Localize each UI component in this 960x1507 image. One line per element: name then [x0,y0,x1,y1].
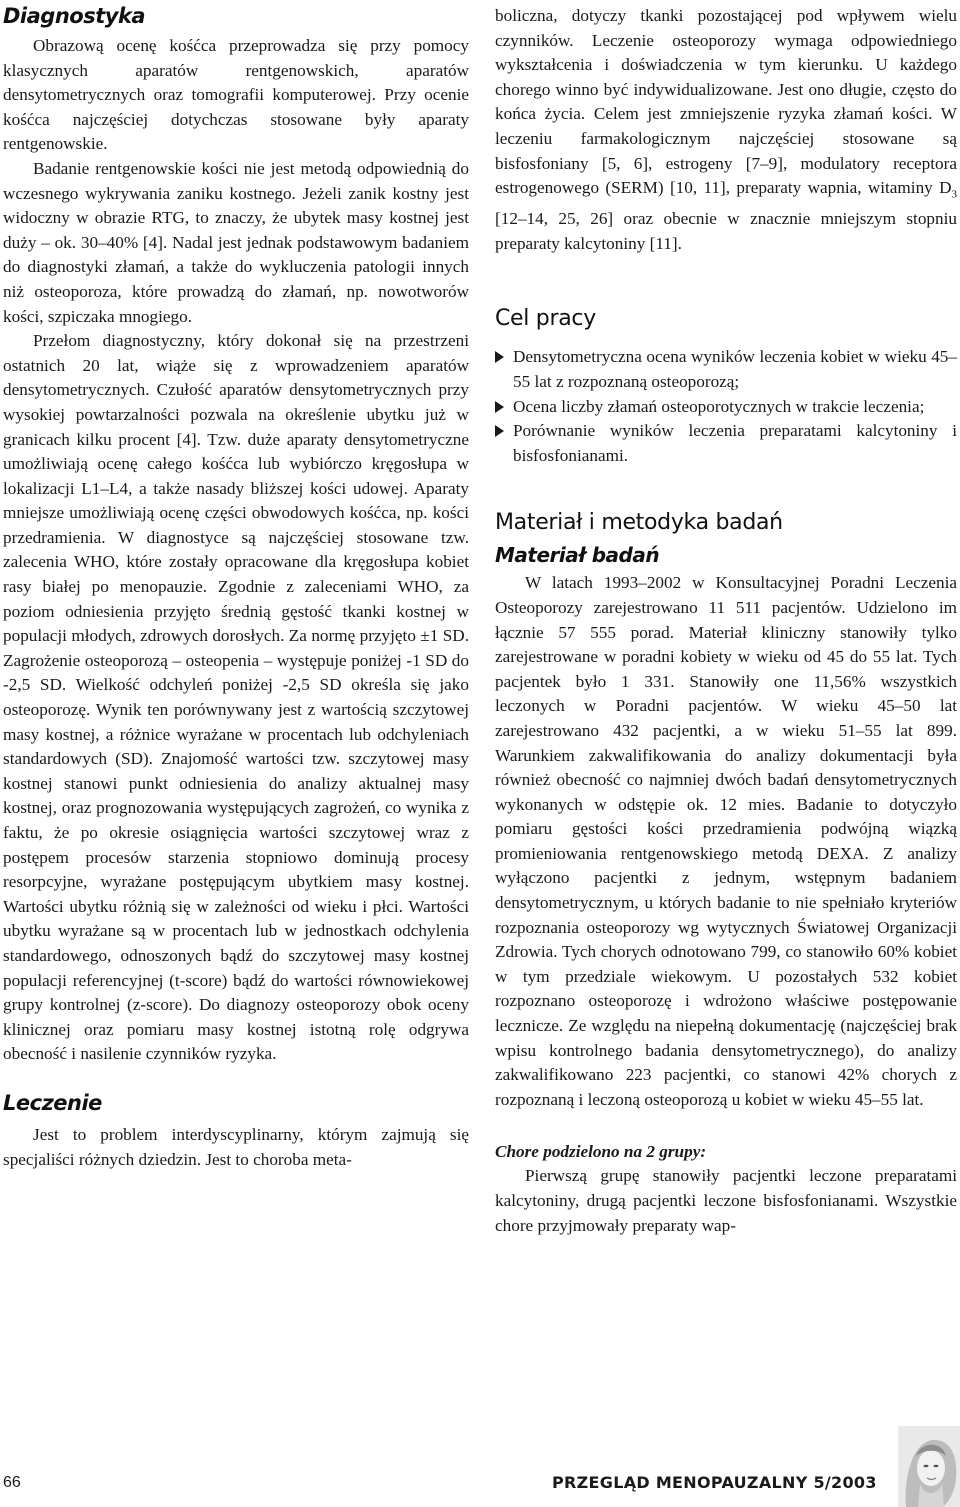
list-item [495,395,957,420]
section-heading-diagnostyka: Diagnostyka [3,4,146,28]
paragraph-leczenie-continued-text-a: boliczna, dotyczy tkanki pozostającej pod wpływem wielu czynników. Leczenie osteoporozy wymaga odpowiedniego wykształcenia i doświadczenia w tym kierunku. U każdego chorego winno być indywidualizowane. Jest ono długie, często do końca życia. Celem jest zmniejszenie ryzyka złamań kości. W leczeniu farmakologicznym najczęściej stosowane są bisfosfoniany [5, 6], estrogeny [7–9], modulatory receptora estrogenowego (SERM) [10, 11], preparaty wapnia, witaminy D [495,6,957,198]
left-column [3,4,469,1172]
subsection-heading-material-badan: Materiał badań [495,543,660,568]
paragraph-material-badan: W latach 1993–2002 w Konsultacyjnej Poradni Leczenia Osteoporozy zarejestrowano 11 511 pacjentów. Udzielono im łącznie 57 555 porad. Materiał kliniczny stanowiły tylko zarejestrowane w poradni kobiety w wieku od 45 do 55 lat. Tych pacjentek było 1 331. Stanowiły one 11,56% wszystkich leczonych w Poradni pacjentów. W wieku 45–50 lat zarejestrowano 432 pacjentki, a w wieku 51–55 lat 899. Warunkiem zakwalifikowania do analizy dokumentacji była również obecność co najmniej dwóch badań densytometrycznych wykonanych w odstępie ok. 12 mies. Badanie to dotyczyło pomiaru gęstości kości przedramienia podwójną wiązką promieniowania rentgenowskiego metodą DEXA. Z analizy wyłączono pacjentki z jednym, wstępnym badaniem densytometrycznym, u których badanie to nie spełniało kryteriów rozpoznania osteoporozy wg wytycznych Światowej Organizacji Zdrowia. Tych chorych odnotowano 799, co stanowiło 60% kobiet w tym przedziale wiekowym. U pozostałych 532 kobiet rozpoznano osteoporozę i wdrożono właściwe postępowanie lecznicze. Ze względu na niepełną dokumentację (najczęściej brak wpisu kontrolnego badania densytometrycznego), do analizy zakwalifikowano 223 pacjentki, co stanowi 42% chorych z rozpoznaną i leczoną osteoporozą u kobiet w wieku 45–55 lat. [495,573,957,1109]
goal-item-text: Densytometryczna ocena wyników leczenia kobiet w wieku 45–55 lat z rozpoznaną osteoporozą; [513,347,957,391]
triangle-bullet-icon [495,425,504,437]
section-heading-material-i-metodyka: Materiał i metodyka badań [495,510,783,536]
triangle-bullet-icon [495,351,504,363]
triangle-bullet-icon [495,401,504,413]
portrait-illustration [898,1426,960,1507]
paragraph-diagnostyka-1: Obrazową ocenę kośćca przeprowadza się przy pomocy klasycznych aparatów rentgenowskich, aparatów densytometrycznych oraz tomografii komputerowej. Przy ocenie kośćca najczęściej dotychczas stosowane były aparaty rentgenowskie. [3,36,469,154]
page-number: 66 [3,1474,21,1491]
portrait-photo [898,1426,960,1507]
paragraph-groups: Pierwszą grupę stanowiły pacjentki leczone preparatami kalcytoniny, drugą pacjentki leczone bisfosfonianami. Wszystkie chore przyjmowały preparaty wap- [495,1166,957,1235]
goals-list [495,345,957,468]
paragraph-leczenie-1: Jest to problem interdyscyplinarny, którym zajmują się specjaliści różnych dziedzin. Jest to choroba meta- [3,1124,469,1169]
goal-item-text: Porównanie wyników leczenia preparatami kalcytoniny i bisfosfonianami. [513,421,957,465]
right-column [495,4,957,1238]
section-heading-leczenie: Leczenie [3,1090,102,1115]
journal-title: PRZEGLĄD MENOPAUZALNY 5/2003 [552,1473,877,1492]
paragraph-diagnostyka-2: Badanie rentgenowskie kości nie jest metodą odpowiednią do wczesnego wykrywania zaniku kostnego. Jeżeli zanik kostny jest widoczny w obrazie RTG, to znaczy, że ubytek masy kostnej jest duży – ok. 30–40% [4]. Nadal jest jednak podstawowym badaniem do diagnostyki złamań, a także do wykluczenia patologii innych niż osteoporoza, które prowadzą do złamań, np. nowotworów kości, szpiczaka mnogiego. [3,158,469,326]
list-item [495,419,957,468]
vitamin-d-subscript: 3 [951,188,957,201]
section-heading-cel-pracy: Cel pracy [495,306,596,332]
goal-item-text: Ocena liczby złamań osteoporotycznych w trakcie leczenia; [513,396,925,416]
subheading-groups: Chore podzielono na 2 grupy: [495,1142,707,1162]
list-item [495,345,957,394]
paragraph-leczenie-continued-text-b: [12–14, 25, 26] oraz obecnie w znacznie mniejszym stopniu preparaty kalcytoniny [11]. [495,209,957,253]
paragraph-diagnostyka-3: Przełom diagnostyczny, który dokonał się na przestrzeni ostatnich 20 lat, wiąże się z wprowadzeniem aparatów densytometrycznych. Czułość aparatów densytometrycznych przy wysokiej powtarzalności pozwala na określenie ubytku już w granicach kilku procent [4]. Tzw. duże aparaty densytometryczne umożliwiają ocenę całego kośćca lub wybiórczo kręgosłupa w lokalizacji L1–L4, a także nasady bliższej kości udowej. Aparaty mniejsze umożliwiają ocenę części obwodowych kośćca, np. kości przedramienia. W diagnostyce są najczęściej stosowane tzw. zalecenia WHO, które zostały opracowane dla kręgosłupa kobiet rasy białej po menopauzie. Zgodnie z zaleceniami WHO, za poziom odniesienia przyjęto średnią gęstość tkanki kostnej w populacji młodych, zdrowych dorosłych. Za normę przyjęto ±1 SD. Zagrożenie osteoporozą – osteopenia – występuje poniżej -1 SD do -2,5 SD. Wielkość odchyleń poniżej -2,5 SD określa się jako osteoporozę. Wynik ten porównywany jest z wartością szczytowej masy kostnej, a różnice wyrażane w procentach lub odchyleniach standardowych (SD). Znajomość wartości tzw. szczytowej masy kostnej stanowi punkt odniesienia do analizy aktualnej masy kostnej, oraz prognozowania występujących zagrożeń, co wynika z faktu, że po okresie osiągnięcia wartości szczytowej wraz z postępem procesów starzenia stopniowo dominują procesy resorpcyjne, wyrażane postępującym ubytkiem masy kostnej. Wartości ubytku różnią się w zależności od wieku i płci. Wartości ubytku wyrażane są w procentach lub w jednostkach odchylenia standardowego, odnoszonych bądź do szczytowej masy kostnej populacji referencyjnej (t-score) bądź do wartości równowiekowej grupy kontrolnej (z-score). Do diagnozy osteoporozy obok oceny klinicznej oraz pomiaru masy kostnej istotną rolę odgrywa obecność i nasilenie czynników ryzyka. [3,331,469,1064]
paragraph-leczenie-continued [495,4,957,256]
